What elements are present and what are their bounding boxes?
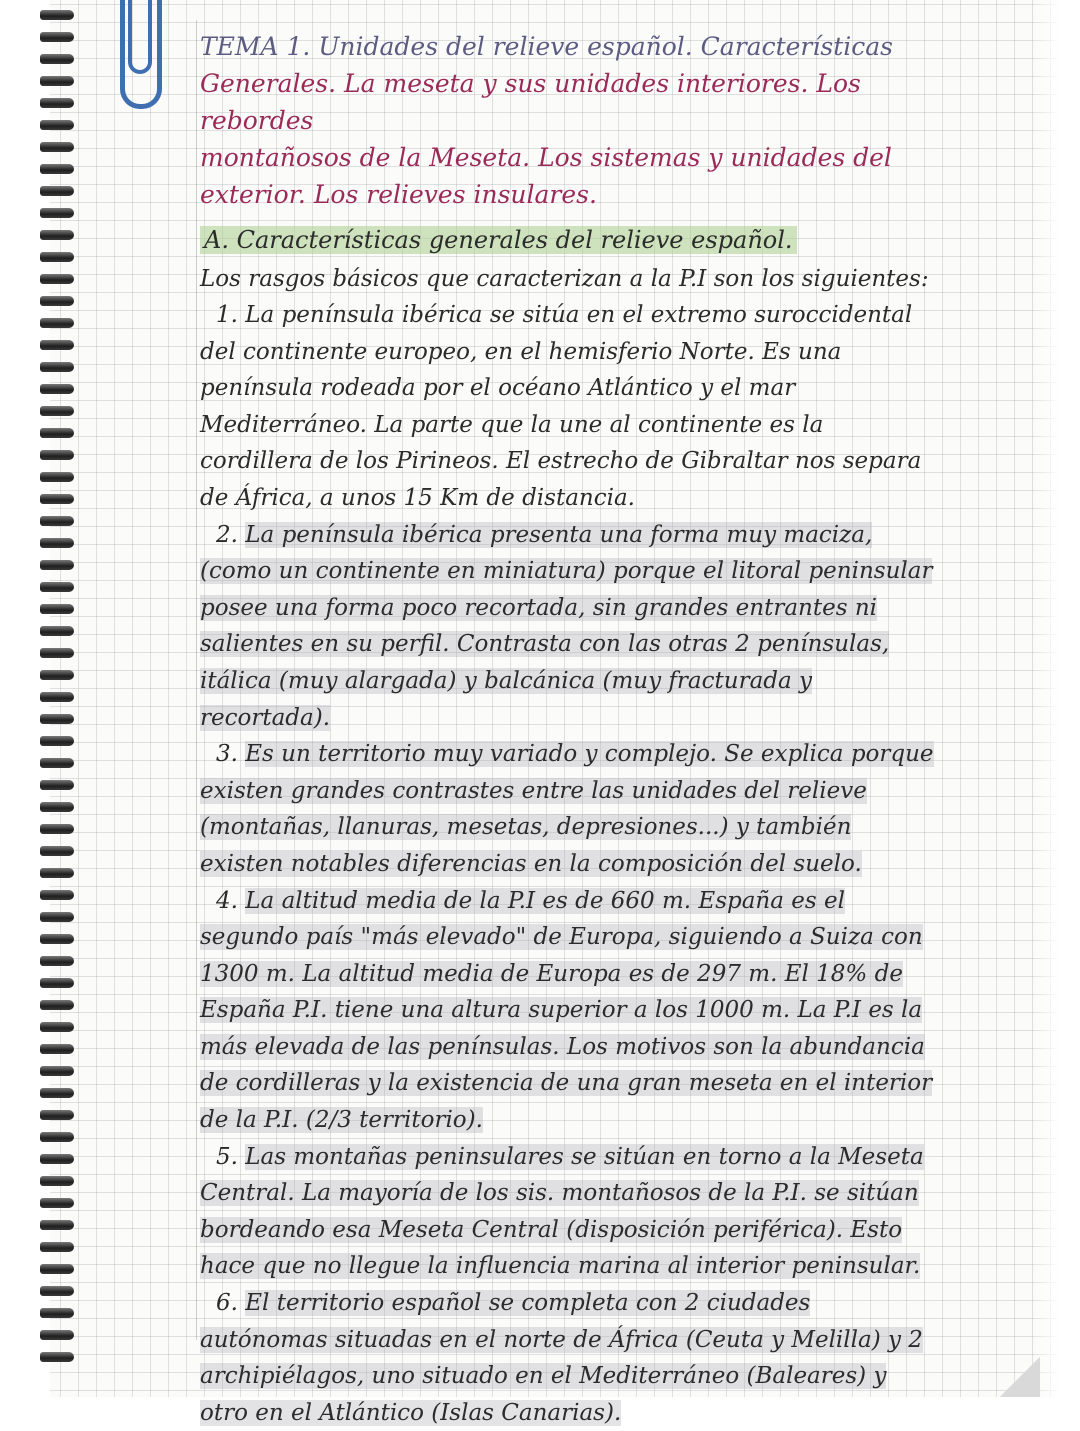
spiral-coil [40,934,74,944]
point-1-text: La península ibérica se sitúa en el extremo suroccidental del continente europeo, en el hemisferio Norte. Es una península rodeada por el océano Atlántico y el mar Mediterráneo. La parte que la une al continente es la cordillera de los Pirineos. El estrecho de Gibraltar nos separa de África, a unos 15 Km de distancia. [200,302,922,511]
spiral-coil [40,494,74,504]
spiral-coil [40,450,74,460]
spiral-coil [40,670,74,680]
spiral-coil [40,1352,74,1362]
section-a-heading [200,223,940,257]
spiral-coil [40,956,74,966]
page-right-edge [1032,0,1080,1397]
spiral-coil [40,736,74,746]
spiral-coil [40,1088,74,1098]
spiral-coil [40,978,74,988]
title-line-3: montañosos de la Meseta. Los sistemas y unidades del [200,143,892,172]
point-2 [200,517,940,737]
notes-content [200,28,940,1431]
spiral-coil [40,1264,74,1274]
spiral-coil [40,582,74,592]
section-a-intro: Los rasgos básicos que caracterizan a la P.I son los siguientes: [200,266,929,292]
spiral-coil [40,472,74,482]
spiral-coil [40,384,74,394]
spiral-coil [40,428,74,438]
point-4-number: 4. [216,887,238,914]
spiral-coil [40,802,74,812]
title-line-4: exterior. Los relieves insulares. [200,180,597,209]
point-2-number: 2. [216,521,238,548]
spiral-binding [40,10,80,1390]
spiral-coil [40,406,74,416]
margin-line [196,20,197,1340]
spiral-coil [40,912,74,922]
spiral-coil [40,1022,74,1032]
spiral-coil [40,824,74,834]
spiral-coil [40,296,74,306]
point-5 [200,1139,940,1285]
title-line-1: TEMA 1. Unidades del relieve español. Características [200,32,893,61]
point-3-text: Es un territorio muy variado y complejo. Se explica porque existen grandes contrastes entre las unidades del relieve (montañas, llanuras, mesetas, depresiones...) y también existen notables diferencias en la composición del suelo. [200,741,934,877]
spiral-coil [40,1132,74,1142]
point-6 [200,1285,940,1431]
spiral-coil [40,76,74,86]
spiral-coil [40,1044,74,1054]
spiral-coil [40,142,74,152]
spiral-coil [40,1220,74,1230]
spiral-coil [40,1066,74,1076]
spiral-coil [40,846,74,856]
spiral-coil [40,208,74,218]
spiral-coil [40,362,74,372]
spiral-coil [40,54,74,64]
spiral-coil [40,340,74,350]
point-2-text: La península ibérica presenta una forma muy maciza, (como un continente en miniatura) porque el litoral peninsular posee una forma poco recortada, sin grandes entrantes ni salientes en su perfil. Contrasta con las otras 2 penínsulas, itálica (muy alargada) y balcánica (muy fracturada y recortada). [200,521,933,731]
spiral-coil [40,890,74,900]
page-title [200,28,940,213]
spiral-coil [40,692,74,702]
spiral-coil [40,1110,74,1120]
point-3-number: 3. [216,741,238,768]
spiral-coil [40,714,74,724]
spiral-coil [40,1176,74,1186]
spiral-coil [40,516,74,526]
point-5-number: 5. [216,1143,238,1170]
spiral-coil [40,98,74,108]
spiral-coil [40,868,74,878]
spiral-coil [40,1242,74,1252]
spiral-coil [40,538,74,548]
spiral-coil [40,1330,74,1340]
paperclip-inner-icon [128,0,152,74]
spiral-coil [40,648,74,658]
title-line-2: Generales. La meseta y sus unidades interiores. Los rebordes [200,69,861,135]
spiral-coil [40,164,74,174]
spiral-coil [40,604,74,614]
spiral-coil [40,10,74,20]
point-6-number: 6. [216,1290,238,1317]
spiral-coil [40,1286,74,1296]
spiral-coil [40,120,74,130]
spiral-coil [40,1154,74,1164]
point-1-number: 1. [216,302,238,328]
spiral-coil [40,252,74,262]
section-a-heading-text: A. Características generales del relieve español. [200,226,797,254]
spiral-coil [40,274,74,284]
point-1 [200,297,940,517]
spiral-coil [40,318,74,328]
spiral-coil [40,780,74,790]
spiral-coil [40,32,74,42]
spiral-coil [40,1198,74,1208]
point-4 [200,883,940,1139]
point-6-text: El territorio español se completa con 2 ciudades autónomas situadas en el norte de África (Ceuta y Melilla) y 2 archipiélagos, uno situado en el Mediterráneo (Baleares) y otro en el Atlántico (Islas Canarias). [200,1290,923,1426]
spiral-coil [40,560,74,570]
spiral-coil [40,1308,74,1318]
spiral-coil [40,758,74,768]
point-5-text: Las montañas peninsulares se sitúan en torno a la Meseta Central. La mayoría de los sis. montañosos de la P.I. se sitúan bordeando esa Meseta Central (disposición periférica). Esto hace que no llegue la influencia marina al interior peninsular. [200,1143,924,1280]
point-4-text: La altitud media de la P.I es de 660 m. España es el segundo país "más elevado" de Europa, siguiendo a Suiza con 1300 m. La altitud media de Europa es de 297 m. El 18% de España P.I. tiene una altura superior a los 1000 m. La P.I es la más elevada de las penínsulas. Los motivos son la abundancia de cordilleras y la existencia de una gran meseta en el interior de la P.I. (2/3 territorio). [200,887,933,1134]
page-curl [1000,1357,1040,1397]
spiral-coil [40,1000,74,1010]
point-3 [200,736,940,882]
spiral-coil [40,230,74,240]
spiral-coil [40,626,74,636]
spiral-coil [40,186,74,196]
